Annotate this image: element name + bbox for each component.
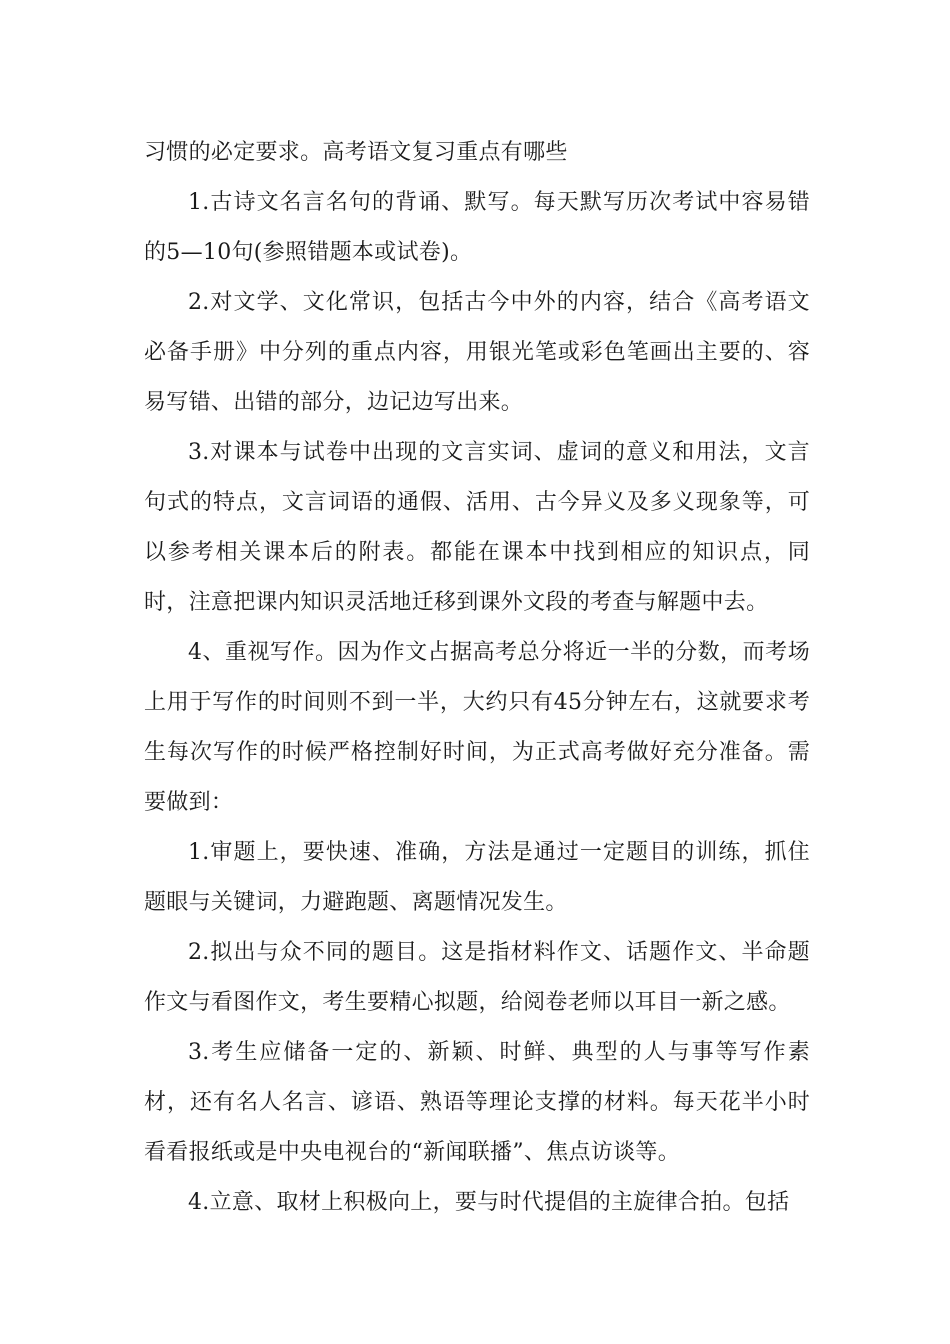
paragraph-writing-1-topic-review: 1.审题上，要快速、准确，方法是通过一定题目的训练，抓住题眼与关键词，力避跑题、离题情况发生。 — [144, 840, 810, 915]
paragraph-item-4-writing: 4、重视写作。因为作文占据高考总分将近一半的分数，而考场上用于写作的时间则不到一半，大约只有45分钟左右，这就要求考生每次写作的时候严格控制好时间，为正式高考做好充分准备。需要做到： — [144, 640, 810, 815]
paragraph-writing-4-theme: 4.立意、取材上积极向上，要与时代提倡的主旋律合拍。包括 — [188, 1190, 790, 1215]
paragraph-item-2-literary-knowledge: 2.对文学、文化常识，包括古今中外的内容，结合《高考语文必备手册》中分列的重点内容，用银光笔或彩色笔画出主要的、容易写错、出错的部分，边记边写出来。 — [144, 290, 810, 415]
paragraph-writing-2-title: 2.拟出与众不同的题目。这是指材料作文、话题作文、半命题作文与看图作文，考生要精心拟题，给阅卷老师以耳目一新之感。 — [144, 940, 810, 1015]
document-body — [144, 128, 810, 1228]
paragraph-item-3-classical-chinese: 3.对课本与试卷中出现的文言实词、虚词的意义和用法，文言句式的特点，文言词语的通假、活用、古今异义及多义现象等，可以参考相关课本后的附表。都能在课本中找到相应的知识点，同时，注意把课内知识灵活地迁移到课外文段的考查与解题中去。 — [144, 440, 810, 615]
paragraph-item-1-recitation: 1.古诗文名言名句的背诵、默写。每天默写历次考试中容易错的5—10句(参照错题本或试卷)。 — [144, 190, 810, 265]
paragraph-intro-tail: 习惯的必定要求。高考语文复习重点有哪些 — [144, 140, 568, 165]
paragraph-writing-3-materials: 3.考生应储备一定的、新颖、时鲜、典型的人与事等写作素材，还有名人名言、谚语、熟语等理论支撑的材料。每天花半小时看看报纸或是中央电视台的“新闻联播”、焦点访谈等。 — [144, 1040, 810, 1165]
